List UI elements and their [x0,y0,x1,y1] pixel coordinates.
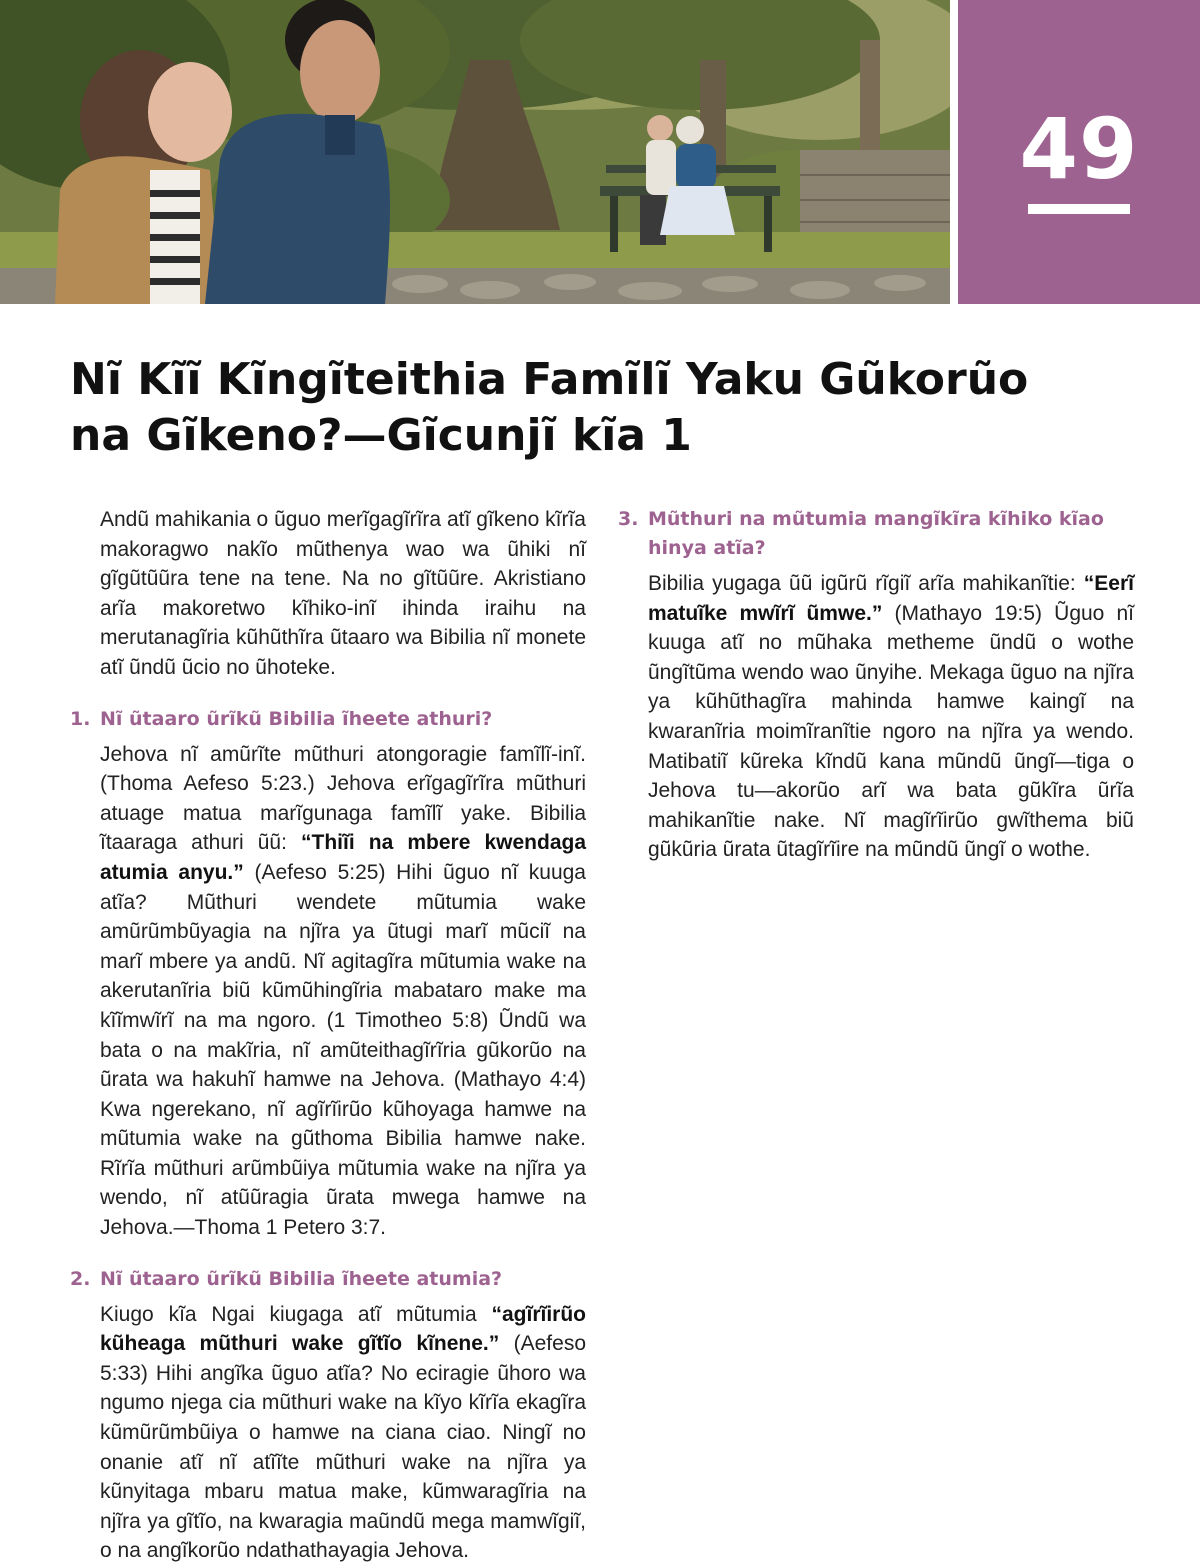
question-3 [618,505,1134,563]
page-title-line-2: na Gĩkeno?—Gĩcunjĩ kĩa 1 [70,410,692,461]
left-column [70,505,586,1566]
lesson-number-underline [1028,204,1130,214]
answer-3-paragraph [618,569,1134,865]
question-2-text: Nĩ ũtaaro ũrĩkũ Bibilia ĩheete atumia? [100,1267,503,1290]
header-photo [0,0,950,304]
answer-2-paragraph [70,1300,586,1566]
question-2-number: 2. [70,1267,91,1290]
question-2 [70,1265,586,1294]
question-1-number: 1. [70,707,91,730]
answer-1-quote: “Thiĩi na mbere kwendaga atumia anyu.” [100,831,586,884]
answer-1-paragraph [70,740,586,1243]
answer-1-text-before: Jehova nĩ amũrĩte mũthuri atongoragie famĩlĩ-inĩ. (Thoma Aefeso 5:23.) Jehova erĩgagĩrĩra mũthuri atuage matua marĩgunaga famĩlĩ yake. Bibilia ĩtaaraga athuri ũũ: [100,742,586,855]
park-scene-illustration [0,0,950,304]
page-title [70,352,1130,464]
question-1 [70,705,586,734]
answer-2-text-after: (Aefeso 5:33) Hihi angĩka ũguo atĩa? No eciragie ũhoro wa ngumo njega cia mũthuri wake na kĩyo kĩrĩa ekagĩra kũmũrũmbũiya o hamwe na ciana ciao. Ningĩ no onanie atĩ nĩ atĩĩte mũthuri wake na njĩra ya kũnyitaga mbaru matua make, kũmwaragĩria na njĩra ya gĩtĩo, na kwaragia maũndũ mega mamwĩgiĩ, o na angĩkorũo ndathathayagia Jehova. [100,1332,586,1563]
answer-2-quote: “agĩrĩirũo kũheaga mũthuri wake gĩtĩo kĩnene.” [100,1302,586,1356]
intro-paragraph: Andũ mahikania o ũguo merĩgagĩrĩra atĩ gĩkeno kĩrĩa makoragwo nakĩo mũthenya wao wa ũhiki nĩ gĩgũtũũra tene na tene. Na no gĩtũũre. Akristiano arĩa makoretwo kĩhiko-inĩ ihinda iraihu na merutanagĩria kũhũthĩra ũtaaro wa Bibilia nĩ monete atĩ ũndũ ũcio no ũhoteke. [100,508,586,679]
answer-3-text-after: (Mathayo 19:5) Ũguo nĩ kuuga atĩ no mũhaka metheme ũndũ o wothe ũngĩtũma wendo wao ũnyihe. Mekaga ũguo na njĩra ya kũhũthagĩra mahinda hamwe kaingĩ na kwaranĩria moimĩranĩtie ngoro na njĩra ya wendo. Matibatiĩ kũreka kĩndũ kana mũndũ ũngĩ—tiga o Jehova tu—akorũo arĩ wa bata gũkĩra ũrĩa mahikanĩtie nake. Nĩ magĩrĩirũo gwĩthema biũ gũkũria ũrata ũtagĩrĩire na mũndũ ũngĩ o wothe. [648,601,1134,862]
lesson-number: 49 [1019,100,1139,198]
answer-1-text-after: (Aefeso 5:25) Hihi ũguo nĩ kuuga atĩa? Mũthuri wendete mũtumia wake amũrũmbũyagia na njĩra ya ũtugi marĩ mũciĩ na marĩ mbere ya andũ. Nĩ agitagĩra mũtumia wake na akerutanĩria biũ kũmũhingĩria mabataro make ma kĩĩmwĩrĩ na ma ngoro. (1 Timotheo 5:8) Ũndũ wa bata o na makĩria, nĩ amũteithagĩrĩria gũkorũo na ũrata wa hakuhĩ hamwe na Jehova. (Mathayo 4:4) Kwa ngerekano, nĩ agĩrĩirũo kũhoyaga hamwe na mũtumia wake na gũthoma Bibilia hamwe nake. Rĩrĩa mũthuri arũmbũiya mũtumia wake na njĩra ya wendo, nĩ atũũragia ũrata mwega hamwe na Jehova.—Thoma 1 Petero 3:7. [100,860,586,1240]
answer-3-quote: “Eerĩ matuĩke mwĩrĩ ũmwe.” [648,572,1134,625]
question-1-text: Nĩ ũtaaro ũrĩkũ Bibilia ĩheete athuri? [100,707,493,730]
lesson-number-box [958,0,1200,304]
right-column [618,505,1134,865]
answer-3-text-before: Bibilia yugaga ũũ igũrũ rĩgiĩ arĩa mahikanĩtie: [648,572,1084,595]
page-title-line-1: Nĩ Kĩĩ Kĩngĩteithia Famĩlĩ Yaku Gũkorũo [70,354,1029,405]
question-3-number: 3. [618,508,639,530]
question-3-text: Mũthuri na mũtumia mangĩkĩra kĩhiko kĩao hinya atĩa? [648,508,1104,559]
answer-2-text-before: Kiugo kĩa Ngai kiugaga atĩ mũtumia [100,1302,492,1326]
